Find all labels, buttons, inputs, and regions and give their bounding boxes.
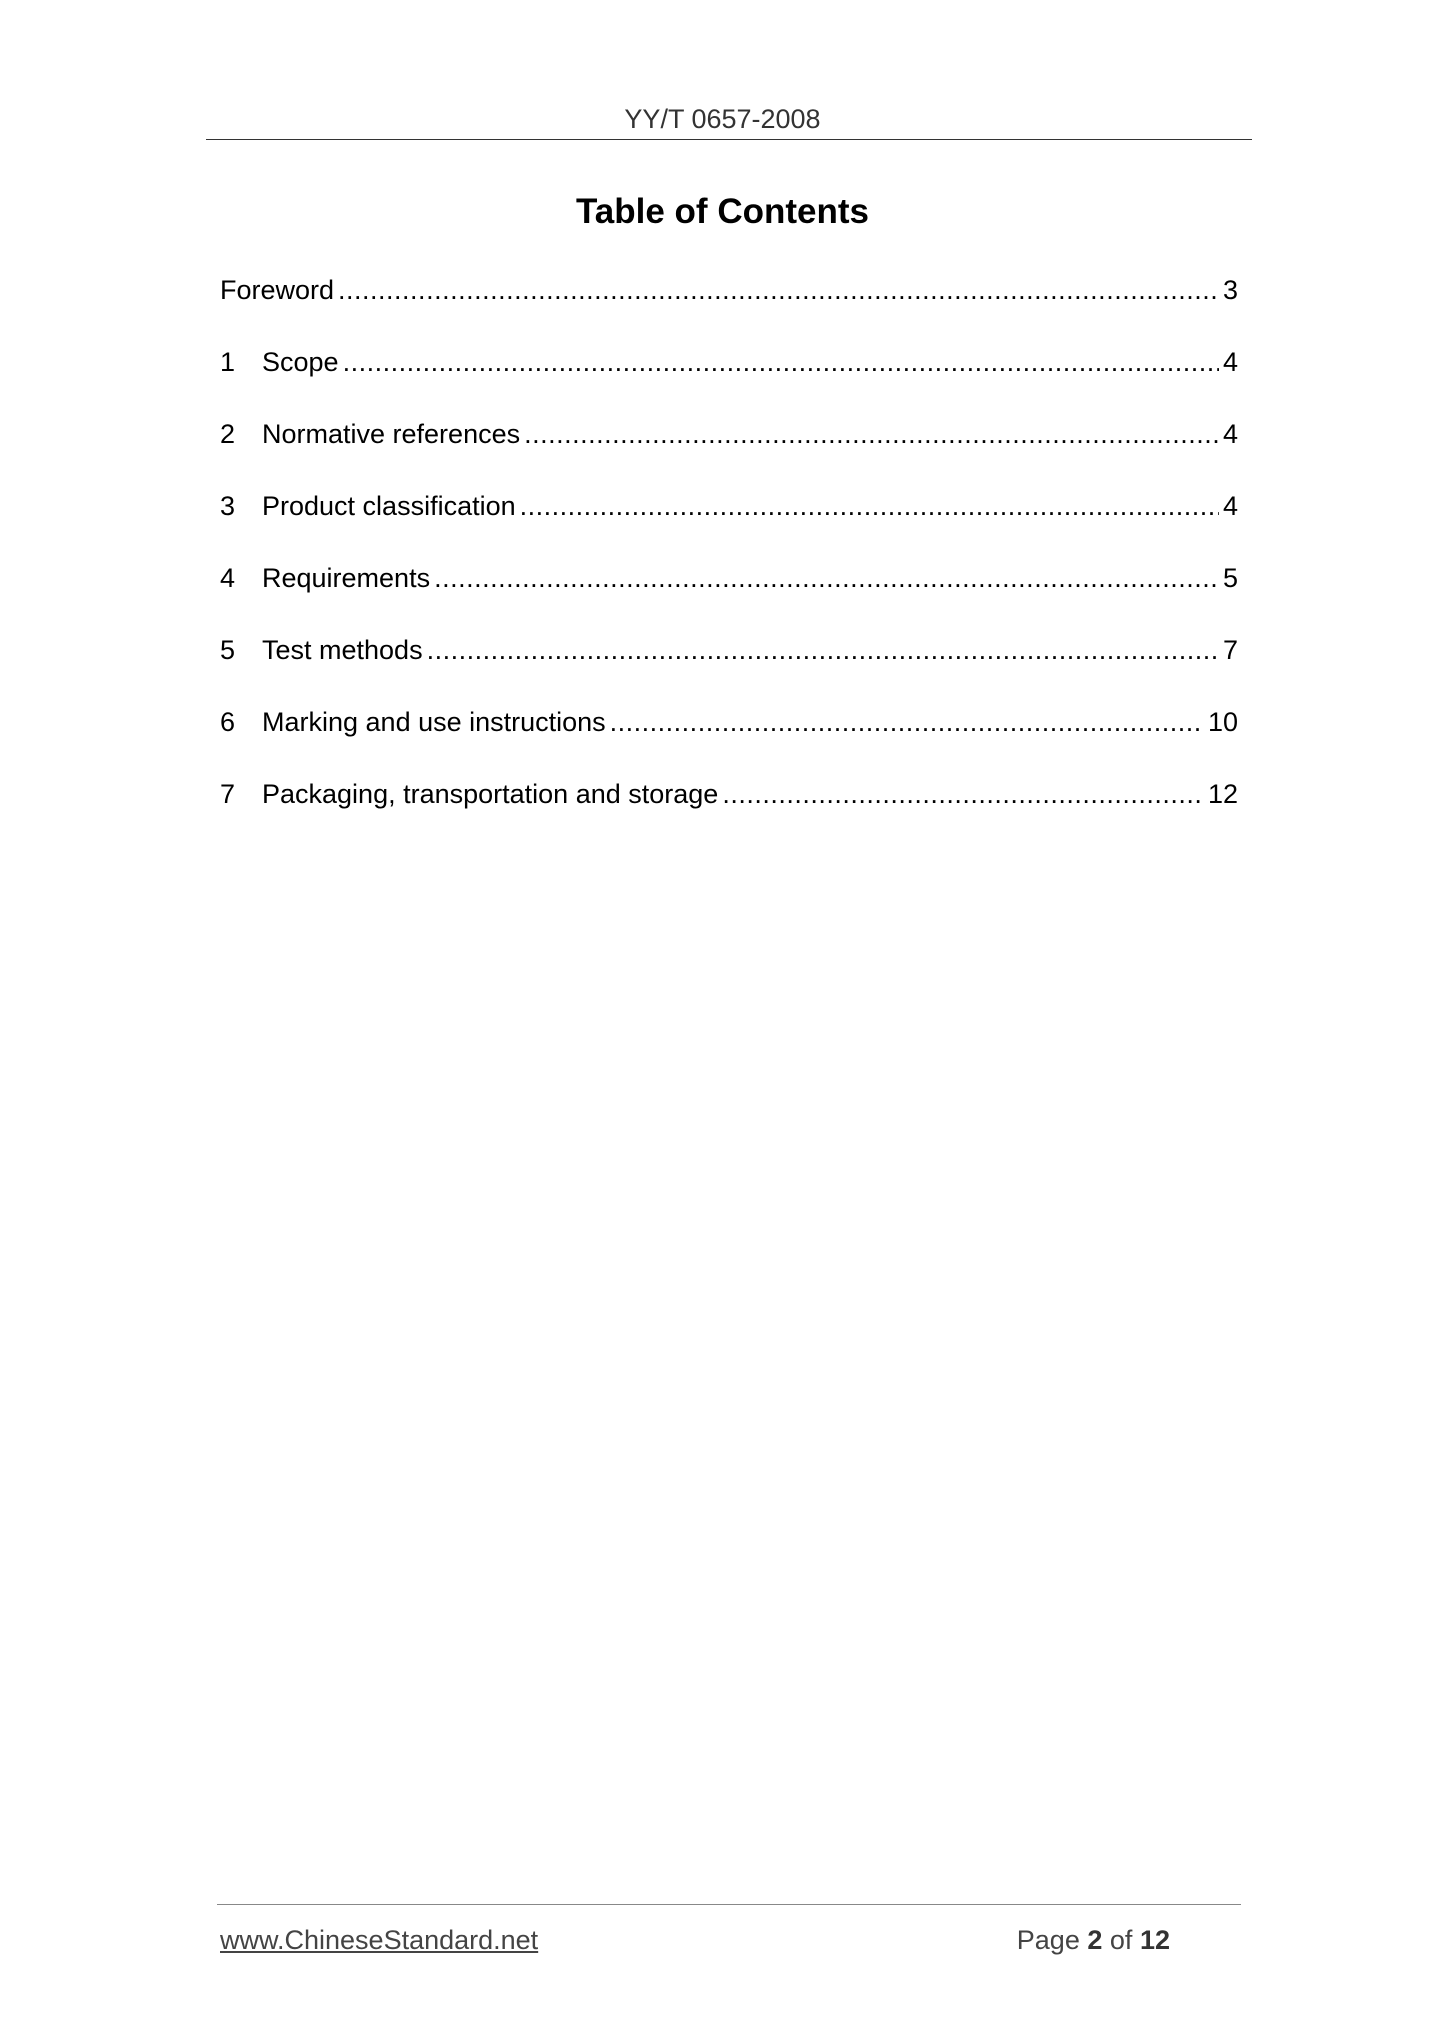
toc-entry-requirements[interactable] bbox=[220, 563, 1238, 635]
toc-dot-leader bbox=[338, 275, 1219, 306]
toc-entry-page: 4 bbox=[1222, 491, 1238, 521]
toc-entry-page: 4 bbox=[1222, 419, 1238, 449]
toc-entry-normative-references[interactable] bbox=[220, 419, 1238, 491]
toc-dot-leader bbox=[434, 563, 1219, 594]
toc-entry-title: Packaging, transportation and storage bbox=[262, 779, 719, 809]
toc-entry-number: 2 bbox=[220, 419, 236, 449]
toc-entry-title: Product classification bbox=[262, 491, 516, 521]
toc-entry-number: 1 bbox=[220, 347, 236, 377]
website-link[interactable]: www.ChineseStandard.net bbox=[220, 1925, 539, 1955]
toc-entry-packaging-transportation-storage[interactable] bbox=[220, 779, 1238, 851]
toc-entry-page: 3 bbox=[1222, 275, 1238, 305]
toc-entry-page: 7 bbox=[1222, 635, 1238, 665]
total-pages: 12 bbox=[1139, 1925, 1170, 1955]
toc-dot-leader bbox=[610, 707, 1204, 738]
toc-dot-leader bbox=[524, 419, 1219, 450]
footer-divider bbox=[217, 1904, 1241, 1905]
toc-entry-title: Test methods bbox=[262, 635, 423, 665]
header-divider bbox=[206, 139, 1252, 140]
page-number bbox=[1017, 1925, 1170, 1956]
page-prefix: Page bbox=[1016, 1925, 1080, 1955]
toc-entry-title: Marking and use instructions bbox=[262, 707, 606, 737]
toc-entry-title: Normative references bbox=[262, 419, 521, 449]
current-page: 2 bbox=[1087, 1925, 1103, 1955]
toc-entry-number: 4 bbox=[220, 563, 236, 593]
toc-entry-test-methods[interactable] bbox=[220, 635, 1238, 707]
toc-entry-number: 6 bbox=[220, 707, 236, 737]
toc-entry-page: 12 bbox=[1207, 779, 1238, 809]
toc-heading: Table of Contents bbox=[576, 192, 869, 231]
toc-entry-number: 5 bbox=[220, 635, 236, 665]
toc-list bbox=[220, 275, 1238, 851]
toc-dot-leader bbox=[427, 635, 1219, 666]
toc-entry-scope[interactable] bbox=[220, 347, 1238, 419]
toc-entry-number: 7 bbox=[220, 779, 236, 809]
toc-entry-page: 5 bbox=[1222, 563, 1238, 593]
toc-entry-number: 3 bbox=[220, 491, 236, 521]
toc-entry-title: Scope bbox=[262, 347, 339, 377]
toc-entry-marking-and-use-instructions[interactable] bbox=[220, 707, 1238, 779]
toc-entry-foreword[interactable] bbox=[220, 275, 1238, 347]
toc-dot-leader bbox=[343, 347, 1219, 378]
toc-entry-page: 10 bbox=[1207, 707, 1238, 737]
toc-entry-title: Requirements bbox=[262, 563, 431, 593]
toc-entry-title: Foreword bbox=[220, 275, 335, 305]
toc-dot-leader bbox=[520, 491, 1219, 522]
page-of: of bbox=[1109, 1925, 1133, 1955]
toc-entry-page: 4 bbox=[1222, 347, 1238, 377]
toc-entry-product-classification[interactable] bbox=[220, 491, 1238, 563]
toc-dot-leader bbox=[722, 779, 1204, 810]
document-code-header: YY/T 0657-2008 bbox=[624, 104, 821, 134]
